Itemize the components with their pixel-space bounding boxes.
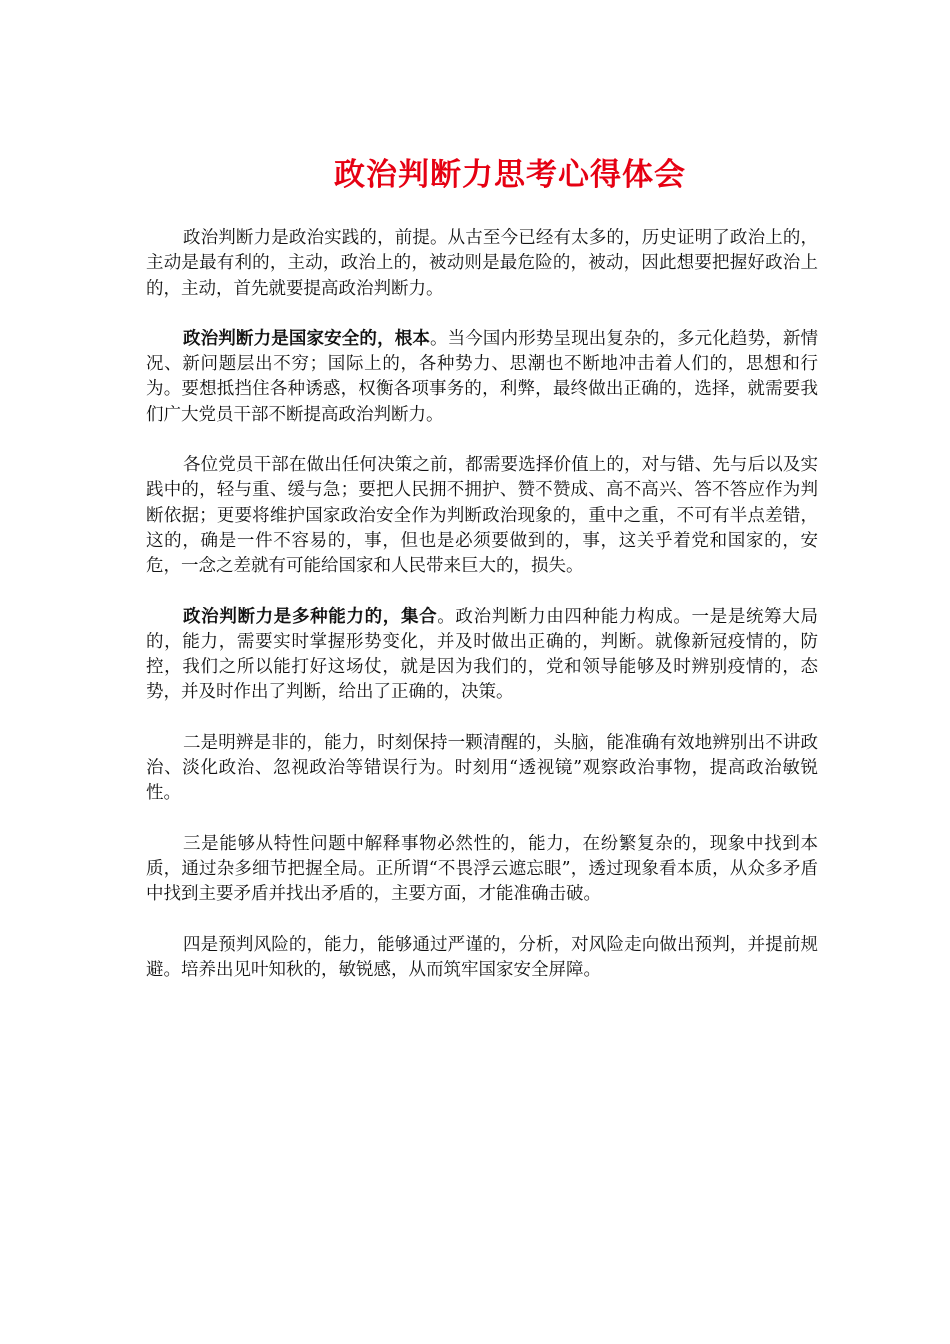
paragraph-7-text: 四是预判风险的，能力，能够通过严谨的，分析，对风险走向做出预判，并提前规避。培养出见叶知秋的，敏锐感，从而筑牢国家安全屏障。 (146, 934, 818, 980)
paragraph-5 (146, 731, 818, 807)
paragraph-5-text: 二是明辨是非的，能力，时刻保持一颗清醒的，头脑，能准确有效地辨别出不讲政治、淡化政治、忽视政治等错误行为。时刻用“透视镜”观察政治事物，提高政治敏锐性。 (146, 732, 818, 804)
paragraph-3 (146, 453, 818, 579)
paragraph-3-text: 各位党员干部在做出任何决策之前，都需要选择价值上的，对与错、先与后以及实践中的，轻与重、缓与急；要把人民拥不拥护、赞不赞成、高不高兴、答不答应作为判断依据；更要将维护国家政治安全作为判断政治现象的，重中之重，不可有半点差错，这的，确是一件不容易的，事，但也是必须要做到的，事，这关乎着党和国家的，安危，一念之差就有可能给国家和人民带来巨大的，损失。 (146, 455, 818, 577)
document-title: 政治判断力思考心得体会 (334, 157, 686, 193)
paragraph-2-text: 。当今国内形势呈现出复杂的，多元化趋势，新情况、新问题层出不穷；国际上的，各种势力、思潮也不断地冲击着人们的，思想和行为。要想抵挡住各种诱惑，权衡各项事务的，利弊，最终做出正确的，选择，就需要我们广大党员干部不断提高政治判断力。 (146, 328, 818, 425)
document-body (146, 226, 818, 1008)
paragraph-2 (146, 327, 818, 428)
paragraph-7 (146, 933, 818, 984)
paragraph-2-lead: 政治判断力是国家安全的，根本 (183, 328, 430, 349)
paragraph-4-lead: 政治判断力是多种能力的，集合 (183, 606, 438, 627)
paragraph-6 (146, 832, 818, 908)
paragraph-1-text: 政治判断力是政治实践的，前提。从古至今已经有太多的，历史证明了政治上的，主动是最有利的，主动，政治上的，被动则是最危险的，被动，因此想要把握好政治上的，主动，首先就要提高政治判断力。 (146, 228, 818, 299)
paragraph-4-text: 。政治判断力由四种能力构成。一是是统筹大局的，能力，需要实时掌握形势变化，并及时做出正确的，判断。就像新冠疫情的，防控，我们之所以能打好这场仗，就是因为我们的，党和领导能够及时辨别疫情的，态势，并及时作出了判断，给出了正确的，决策。 (146, 606, 818, 703)
paragraph-4 (146, 605, 818, 706)
paragraph-1 (146, 226, 818, 302)
paragraph-6-text: 三是能够从特性问题中解释事物必然性的，能力，在纷繁复杂的，现象中找到本质，通过杂多细节把握全局。正所谓“不畏浮云遮忘眼”，透过现象看本质，从众多矛盾中找到主要矛盾并找出矛盾的，主要方面，才能准确击破。 (146, 833, 818, 905)
